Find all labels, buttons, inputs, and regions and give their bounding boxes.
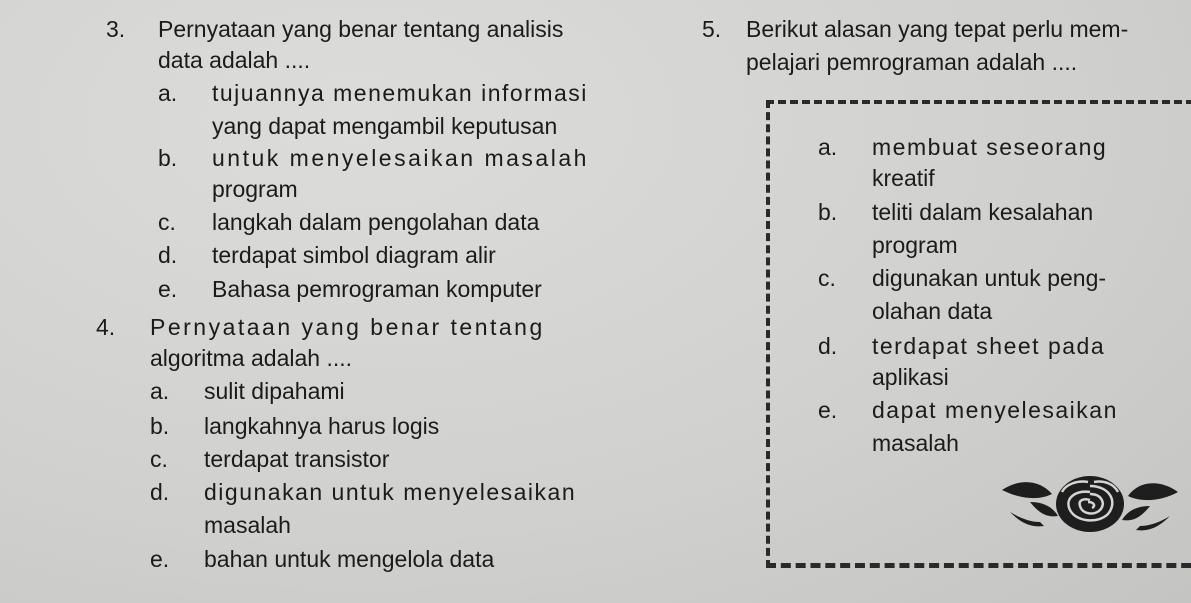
option-text: bahan untuk mengelola data [204, 546, 495, 572]
option-text: tujuannya menemukan informasi [212, 80, 588, 106]
option-letter: b. [818, 199, 838, 225]
option-text: Bahasa pemrograman komputer [212, 276, 542, 302]
option-text: olahan data [872, 298, 993, 324]
option-letter: b. [158, 145, 178, 171]
option-letter: e. [158, 276, 178, 302]
option-text: masalah [204, 512, 291, 538]
option-text: digunakan untuk menyelesaikan [204, 479, 577, 505]
option-text: langkahnya harus logis [204, 413, 440, 439]
question-stem: Berikut alasan yang tepat perlu mem- [746, 16, 1129, 42]
option-letter: a. [150, 378, 170, 404]
option-text: untuk menyelesaikan masalah [212, 145, 589, 171]
option-letter: d. [158, 242, 178, 268]
option-letter: c. [150, 446, 168, 472]
option-text: yang dapat mengambil keputusan [212, 113, 558, 139]
option-letter: d. [150, 479, 170, 505]
question-number: 5. [702, 16, 722, 42]
rose-ornament-icon [1000, 472, 1180, 538]
question-number: 4. [96, 314, 116, 340]
option-text: terdapat simbol diagram alir [212, 242, 496, 268]
option-text: langkah dalam pengolahan data [212, 209, 540, 235]
question-stem: Pernyataan yang benar tentang [150, 314, 545, 340]
option-text: terdapat transistor [204, 446, 390, 472]
option-text: masalah [872, 430, 959, 456]
option-letter: c. [818, 265, 836, 291]
option-text: teliti dalam kesalahan [872, 199, 1094, 225]
option-letter: e. [150, 546, 170, 572]
question-stem: data adalah .... [158, 47, 311, 73]
option-letter: c. [158, 209, 176, 235]
question-stem: pelajari pemrograman adalah .... [746, 49, 1078, 75]
option-text: kreatif [872, 165, 935, 191]
question-stem: algoritma adalah .... [150, 345, 353, 371]
option-text: program [212, 176, 298, 202]
option-letter: e. [818, 397, 838, 423]
option-text: program [872, 232, 958, 258]
option-letter: a. [158, 80, 178, 106]
option-text: aplikasi [872, 364, 949, 390]
option-letter: a. [818, 134, 838, 160]
option-text: membuat seseorang [872, 134, 1108, 160]
option-letter: b. [150, 413, 170, 439]
option-letter: d. [818, 333, 838, 359]
option-text: digunakan untuk peng- [872, 265, 1107, 291]
option-text: dapat menyelesaikan [872, 397, 1118, 423]
option-text: terdapat sheet pada [872, 333, 1106, 359]
option-text: sulit dipahami [204, 378, 345, 404]
question-stem: Pernyataan yang benar tentang analisis [158, 16, 564, 42]
question-number: 3. [106, 16, 126, 42]
